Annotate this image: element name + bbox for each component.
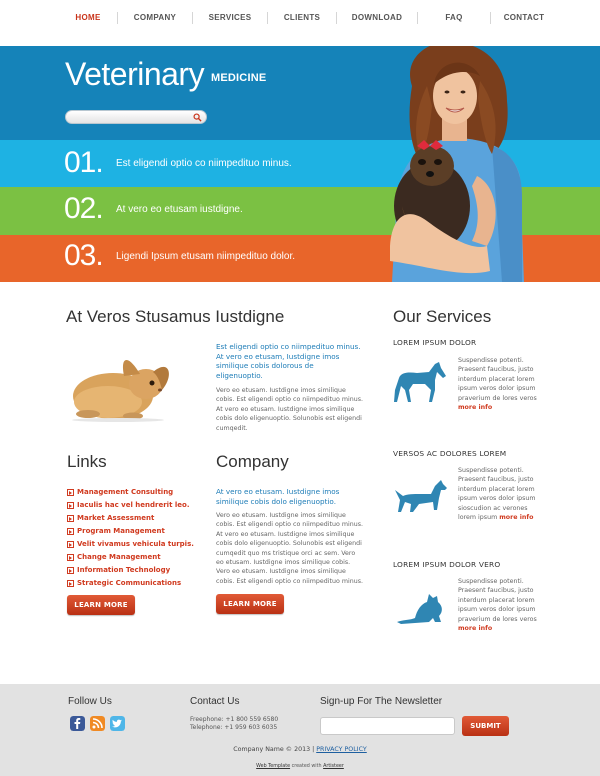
- about-heading: At Veros Stusamus Iustdigne: [66, 307, 285, 326]
- link-label: Iaculis hac vel hendrerit leo.: [77, 501, 190, 509]
- arrow-bullet-icon: [67, 541, 74, 548]
- telephone-number: Telephone: +1 959 603 6035: [190, 724, 278, 731]
- link-label: Change Management: [77, 553, 161, 561]
- nav-label: COMPANY: [133, 13, 177, 22]
- link-label: Market Assessment: [77, 514, 155, 522]
- search-input[interactable]: [72, 112, 190, 122]
- nav-label: CONTACT: [503, 13, 545, 22]
- link-label: Information Technology: [77, 566, 171, 574]
- hero-banner: [0, 46, 600, 282]
- link-label: Program Management: [77, 527, 165, 535]
- search-icon[interactable]: [193, 113, 202, 122]
- step-text: Est eligendi optio co niimpedituo minus.: [116, 157, 292, 169]
- link-item[interactable]: [67, 525, 194, 538]
- hero-step-3: [64, 239, 295, 273]
- arrow-bullet-icon: [67, 567, 74, 574]
- step-number: 03.: [64, 239, 103, 272]
- nav-item-clients[interactable]: [268, 12, 336, 24]
- service-title: LOREM IPSUM DOLOR VERO: [393, 560, 501, 569]
- nav-item-download[interactable]: [337, 12, 417, 24]
- facebook-icon[interactable]: [70, 716, 85, 731]
- link-item[interactable]: [67, 512, 194, 525]
- freephone-number: Freephone: +1 800 559 6580: [190, 716, 279, 723]
- newsletter-heading: Sign-up For The Newsletter: [320, 696, 443, 707]
- newsletter-email-input[interactable]: [320, 717, 455, 735]
- service-title: VERSOS AC DOLORES LOREM: [393, 449, 507, 458]
- link-item[interactable]: [67, 499, 194, 512]
- links-heading: Links: [67, 452, 107, 471]
- nav-item-faq[interactable]: [418, 12, 490, 24]
- template-credit: [0, 764, 600, 769]
- arrow-bullet-icon: [67, 489, 74, 496]
- links-learn-more-button[interactable]: LEARN MORE: [67, 595, 135, 615]
- hero-photo-woman-with-dog: [372, 46, 532, 282]
- nav-label: FAQ: [445, 13, 463, 22]
- link-item[interactable]: [67, 551, 194, 564]
- copyright-line: [0, 746, 600, 753]
- bunny-image: [68, 346, 172, 422]
- cat-icon: [391, 588, 449, 628]
- rss-icon[interactable]: [90, 716, 105, 731]
- services-heading: Our Services: [393, 307, 492, 326]
- service-description: Suspendisse potenti. Praesent faucibus, justo interdum placerat lorem ipsum veros dolor ipsum praverium de lores veros: [458, 578, 537, 623]
- link-item[interactable]: [67, 564, 194, 577]
- nav-item-contact[interactable]: [491, 12, 557, 24]
- service-title: LOREM IPSUM DOLOR: [393, 338, 477, 347]
- hero-step-2: [64, 192, 243, 226]
- contact-us-heading: Contact Us: [190, 696, 240, 707]
- step-number: 02.: [64, 192, 103, 225]
- search-box: [65, 110, 207, 124]
- service-description: Suspendisse potenti. Praesent faucibus, justo interdum placerat lorem ipsum veros dolor ipsum praverium de lores veros: [458, 357, 537, 402]
- service-text: [458, 577, 538, 633]
- link-item[interactable]: [67, 577, 194, 590]
- link-label: Strategic Communications: [77, 579, 182, 587]
- web-template-link[interactable]: Web Template: [256, 764, 291, 769]
- link-label: Velit vivamus vehicula turpis.: [77, 540, 194, 548]
- about-lead: Est eligendi optio co niimpedituo minus. At vero eo etusam, Iustdigne imos similique cobis dolorous de eligenuoptio.: [216, 342, 361, 380]
- arrow-bullet-icon: [67, 580, 74, 587]
- nav-item-home[interactable]: [59, 12, 117, 24]
- credit-text: created with: [291, 764, 322, 769]
- nav-label: HOME: [75, 13, 101, 22]
- nav-label: SERVICES: [208, 13, 252, 22]
- hero-title: Veterinary: [65, 56, 205, 92]
- top-navigation: [0, 0, 600, 46]
- nav-label: CLIENTS: [283, 13, 321, 22]
- follow-us-heading: Follow Us: [68, 696, 112, 707]
- privacy-policy-link[interactable]: PRIVACY POLICY: [316, 746, 367, 753]
- arrow-bullet-icon: [67, 515, 74, 522]
- nav-item-company[interactable]: [118, 12, 192, 24]
- dog-icon: [391, 478, 449, 518]
- company-lead: At vero eo etusam. Iustdigne imos similique cobis dolo eligenuoptio.: [216, 487, 340, 506]
- arrow-bullet-icon: [67, 554, 74, 561]
- more-info-link[interactable]: more info: [458, 625, 493, 633]
- links-list: [67, 486, 194, 590]
- arrow-bullet-icon: [67, 528, 74, 535]
- service-text: [458, 466, 538, 522]
- more-info-link[interactable]: more info: [499, 514, 534, 522]
- horse-icon: [391, 360, 449, 404]
- service-text: [458, 356, 538, 412]
- nav-item-services[interactable]: [193, 12, 267, 24]
- company-learn-more-button[interactable]: LEARN MORE: [216, 594, 284, 614]
- copyright-text: Company Name © 2013 |: [233, 746, 315, 753]
- step-number: 01.: [64, 146, 103, 179]
- company-body: Vero eo etusam. Iustdigne imos similique cobis. Est eligendi optio co niimpedituo minus. At vero eo etusam. Iustdigne imos similique cobis dolo eligenuoptio. Solunobis est eligendi cumqedit quo ms tristique orci ac sem. Vero eo etusam. Iustdigne imos similique cobis. Vero eo etusam. Iustdigne imos similique cobis. Est eligendi optio co niimpedituo minus.: [216, 512, 363, 585]
- arrow-bullet-icon: [67, 502, 74, 509]
- step-text: Ligendi Ipsum etusam niimpedituo dolor.: [116, 250, 295, 262]
- link-item[interactable]: [67, 486, 194, 499]
- step-text: At vero eo etusam iustdigne.: [116, 203, 243, 215]
- link-label: Management Consulting: [77, 488, 174, 496]
- more-info-link[interactable]: more info: [458, 404, 493, 412]
- footer: [0, 684, 600, 776]
- service-description: Suspendisse potenti. Praesent faucibus, justo interdum placerat lorem ipsum veros dolor ipsum sioscudion ac verones lorem ipsum: [458, 467, 536, 522]
- company-heading: Company: [216, 452, 289, 471]
- artisteer-link[interactable]: Artisteer: [323, 764, 344, 769]
- newsletter-submit-button[interactable]: SUBMIT: [462, 716, 509, 736]
- nav-label: DOWNLOAD: [351, 13, 403, 22]
- hero-subtitle: MEDICINE: [211, 72, 267, 84]
- twitter-icon[interactable]: [110, 716, 125, 731]
- about-body: Vero eo etusam. Iustdigne imos similique cobis. Est eligendi optio co niimpedituo minus. At vero eo etusam. Iustdigne imos similique cobis dolo eligenuoptio. Solunobis est eligendi cumqedit.: [216, 387, 363, 432]
- nav-menu: [59, 12, 557, 24]
- link-item[interactable]: [67, 538, 194, 551]
- hero-step-1: [64, 146, 292, 180]
